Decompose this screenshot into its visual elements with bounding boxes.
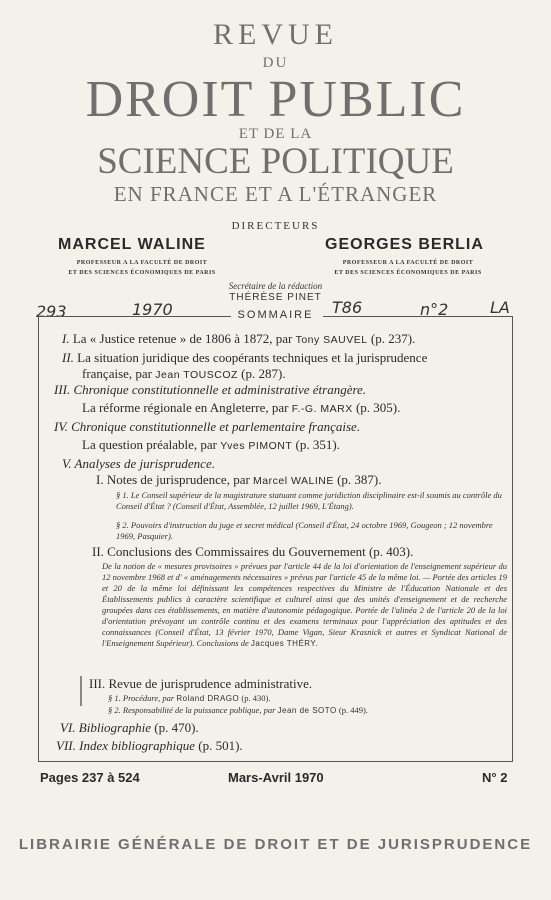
toc-title: La situation juridique des coopérants techniques et la jurisprudence [77,350,428,365]
toc-subitem-5-3 [89,676,312,692]
toc-item-1 [62,331,415,347]
director-title-line: PROFESSEUR A LA FACULTÉ DE DROIT [76,260,208,266]
toc-number: I. [62,331,70,346]
toc-title: Conclusions des Commissaires du Gouvernement [107,544,366,559]
toc-author: Roland DRAGO [176,694,240,703]
toc-author: Marcel WALINE [253,475,334,487]
toc-item-2 [62,350,427,366]
toc-title: Notes de jurisprudence, par [106,472,250,487]
toc-paragraph-procedure [108,693,498,704]
toc-number: I. [96,472,104,487]
title-revue: REVUE [213,18,338,51]
toc-item-4-cont [82,437,340,453]
handwritten-note: 293 [36,302,67,321]
toc-number: VII. [56,738,76,753]
toc-conclusions-text [102,561,507,649]
toc-page: (p. 501). [198,738,243,753]
toc-title: Bibliographie [78,720,151,735]
sommaire-label: SOMMAIRE [237,309,314,321]
toc-page: (p. 237). [370,331,416,346]
director-title-line: PROFESSEUR A LA FACULTÉ DE DROIT [342,260,474,266]
toc-title: La question préalable, par [82,437,217,452]
margin-mark [80,676,82,706]
toc-paragraph-2: § 2. Pouvoirs d'instruction du juge et secret médical (Conseil d'État, 24 octobre 1969, Gougeon ; 12 novembre 1969, Pasquier). [116,520,493,541]
toc-conclusions-body: De la notion de « mesures provisoires » prévues par l'article 44 de la loi d'orientation de l'enseignement supérieur du 12 novembre 1968 et d' « aménagements nécessaires » prévus par l'article 45 de la même loi. — Portée des articles 19 et 20 de la même loi définissant les compétences respectives du Ministre de l'Éducation Nationale et des Établissements publics à caractère scientifique et culturel ainsi que des unités d'enseignement et de recherche groupées dans ces établissements, en matière d'autonomie pédagogique. Portée de l'alinéa 2 de l'article 20 de la loi d'orientation prévoyant un contrôle continu et des examens terminaux pour l'appréciation des aptitudes et des connaissances (Conseil d'État, 13 février 1970, Dame Vigan, Sieur Krasnick et autres et Syndicat National de l'Enseignement Supérieur). Conclusions de [102,561,507,648]
title-en-france: EN FRANCE ET A L'ÉTRANGER [113,182,438,206]
toc-subitem-5-2 [92,544,413,560]
handwritten-note: T86 [332,298,363,317]
issue-number: N° 2 [482,770,508,785]
title-du: DU [262,55,289,71]
toc-title: française, par [82,366,153,381]
page-range: Pages 237 à 524 [40,770,140,785]
toc-item-5 [62,456,215,472]
toc-item-3 [54,382,366,398]
publisher-name: LIBRAIRIE GÉNÉRALE DE DROIT ET DE JURISPRUDENCE [18,836,533,853]
toc-title: Chronique constitutionnelle et administrative étrangère. [73,382,367,397]
toc-item-2-cont [82,366,286,382]
toc-title: La réforme régionale en Angleterre, par [82,400,289,415]
handwritten-note: LA [490,298,510,317]
toc-number: V. [62,456,72,471]
title-science-politique: SCIENCE POLITIQUE [97,141,454,182]
toc-page: (p. 430). [241,693,271,703]
director-title-waline [52,258,232,278]
title-droit-public: DROIT PUBLIC [85,71,466,128]
toc-author: Tony SAUVEL [295,334,368,346]
toc-paragraph-responsabilite [108,705,498,716]
toc-title: Revue de jurisprudence administrative. [108,676,313,691]
toc-author: Jean TOUSCOZ [155,369,238,381]
directeurs-label: DIRECTEURS [231,220,320,232]
toc-title: Index bibliographique [79,738,196,753]
toc-item-6 [60,720,199,736]
issue-date: Mars-Avril 1970 [228,770,324,785]
toc-paragraph-1: § 1. Le Conseil supérieur de la magistrature statuant comme juridiction disciplinaire est-il soumis au contrôle du Conseil d'État ? (Conseil d'État, Assemblée, 12 juillet 1969, L'Étang). [116,490,502,511]
toc-number: IV. [54,419,68,434]
toc-number: II. [62,350,74,365]
toc-page: (p. 449). [338,705,368,715]
toc-page: (p. 287). [241,366,286,381]
secretaire-name: THÉRÈSE PINET [229,292,322,303]
toc-page: (p. 305). [355,400,401,415]
toc-number: III. [54,382,71,397]
toc-subitem-5-1 [96,472,382,488]
toc-author: Yves PIMONT [220,440,293,452]
toc-author: Jacques THÉRY. [250,639,318,648]
toc-title: § 1. Procédure, par [108,693,175,703]
toc-item-7 [56,738,243,754]
toc-title: La « Justice retenue » de 1806 à 1872, par [72,331,293,346]
director-name-berlia: GEORGES BERLIA [325,236,484,253]
toc-page: (p. 403). [368,544,414,559]
toc-author: F.-G. MARX [291,403,353,415]
toc-number: II. [92,544,104,559]
toc-page: (p. 470). [154,720,199,735]
toc-item-3-cont [82,400,400,416]
title-et-de-la: ET DE LA [238,126,313,142]
director-name-waline: MARCEL WALINE [58,236,206,253]
handwritten-note: n°2 [420,300,449,319]
secretaire-label: Secrétaire de la rédaction [228,281,323,291]
toc-page: (p. 351). [295,437,340,452]
toc-title: Analyses de jurisprudence. [74,456,215,471]
toc-title: § 2. Responsabilité de la puissance publique, par [108,705,276,715]
toc-item-4 [54,419,360,435]
toc-author: Jean de SOTO [277,706,337,715]
director-title-line: ET DES SCIENCES ÉCONOMIQUES DE PARIS [334,270,482,276]
toc-number: III. [89,676,106,691]
toc-title: Chronique constitutionnelle et parlementaire française. [71,419,361,434]
director-title-berlia [318,258,498,278]
toc-page: (p. 387). [337,472,382,487]
director-title-line: ET DES SCIENCES ÉCONOMIQUES DE PARIS [68,270,216,276]
toc-number: VI. [60,720,76,735]
handwritten-note: 1970 [132,300,173,319]
